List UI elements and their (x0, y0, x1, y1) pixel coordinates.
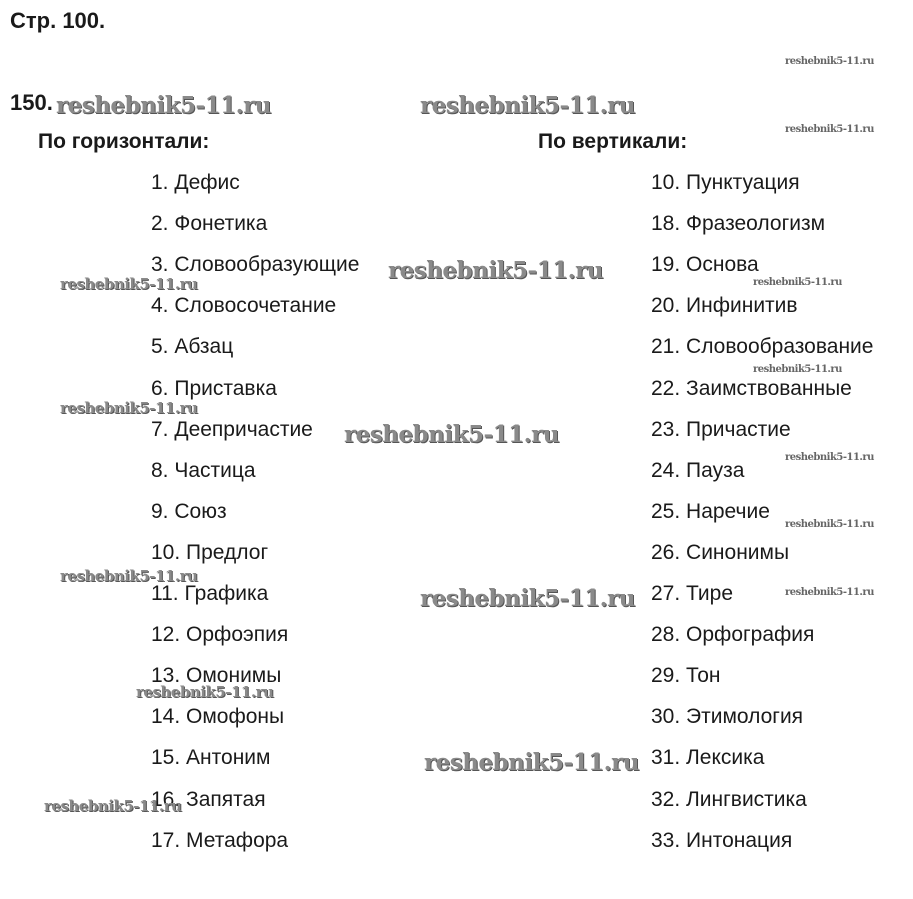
watermark: reshebnik5-11.ru (388, 257, 603, 284)
horizontal-answer: 10. Предлог (151, 540, 269, 564)
vertical-answer: 10. Пунктуация (651, 171, 800, 194)
vertical-answer: 18. Фразеологизм (651, 212, 826, 236)
watermark: reshebnik5-11.ru (344, 421, 559, 448)
watermark: reshebnik5-11.ru (136, 683, 274, 701)
horizontal-answer: 4. Словосочетание (151, 294, 337, 318)
horizontal-answer: 6. Приставка (151, 376, 277, 400)
watermark: reshebnik5-11.ru (753, 277, 842, 288)
watermark: reshebnik5-11.ru (56, 92, 271, 119)
horizontal-answer: 9. Союз (151, 499, 227, 523)
vertical-answer: 33. Интонация (651, 828, 793, 852)
vertical-answer: 29. Тон (651, 664, 721, 688)
page-label: Стр. 100. (10, 8, 106, 33)
horizontal-answer: 16. Запятая (151, 787, 266, 811)
watermark: reshebnik5-11.ru (785, 124, 874, 135)
vertical-answer: 19. Основа (651, 253, 759, 277)
exercise-number: 150. (10, 90, 53, 115)
vertical-answer: 22. Заимствованные (651, 376, 852, 400)
watermark: reshebnik5-11.ru (420, 585, 635, 612)
vertical-answer: 23. Причастие (651, 417, 791, 441)
watermark: reshebnik5-11.ru (44, 797, 182, 815)
vertical-title: По вертикали: (538, 130, 688, 153)
vertical-answer: 27. Тире (651, 582, 734, 605)
watermark: reshebnik5-11.ru (785, 452, 874, 463)
watermark: reshebnik5-11.ru (424, 749, 639, 776)
horizontal-answer: 15. Антоним (151, 746, 271, 770)
vertical-answer: 31. Лексика (651, 746, 765, 770)
watermark: reshebnik5-11.ru (420, 92, 635, 119)
watermark: reshebnik5-11.ru (785, 519, 874, 530)
horizontal-answer: 17. Метафора (151, 828, 289, 852)
watermark: reshebnik5-11.ru (60, 399, 198, 417)
watermark: reshebnik5-11.ru (785, 56, 874, 67)
vertical-answer: 26. Синонимы (651, 540, 790, 564)
horizontal-answer: 11. Графика (151, 582, 269, 605)
vertical-answer: 32. Лингвистика (651, 787, 807, 811)
horizontal-answer: 7. Деепричастие (151, 417, 313, 441)
horizontal-answer: 12. Орфоэпия (151, 623, 289, 647)
horizontal-answer: 8. Частица (151, 458, 256, 482)
vertical-answer: 30. Этимология (651, 705, 804, 729)
horizontal-answer: 14. Омофоны (151, 705, 285, 729)
horizontal-answer: 13. Омонимы (151, 664, 282, 688)
vertical-answer: 28. Орфография (651, 623, 815, 647)
watermark: reshebnik5-11.ru (60, 275, 198, 293)
vertical-answer: 24. Пауза (651, 458, 745, 482)
horizontal-answer: 1. Дефис (151, 171, 240, 194)
horizontal-answer: 2. Фонетика (151, 212, 268, 236)
vertical-answer: 21. Словообразование (651, 335, 874, 359)
watermark: reshebnik5-11.ru (753, 364, 842, 375)
vertical-answer: 20. Инфинитив (651, 294, 798, 318)
watermark: reshebnik5-11.ru (785, 587, 874, 598)
horizontal-title: По горизонтали: (38, 130, 210, 153)
horizontal-answer: 5. Абзац (151, 335, 234, 359)
horizontal-answer: 3. Словообразующие (151, 253, 360, 277)
vertical-answer: 25. Наречие (651, 499, 770, 523)
watermark: reshebnik5-11.ru (60, 567, 198, 585)
